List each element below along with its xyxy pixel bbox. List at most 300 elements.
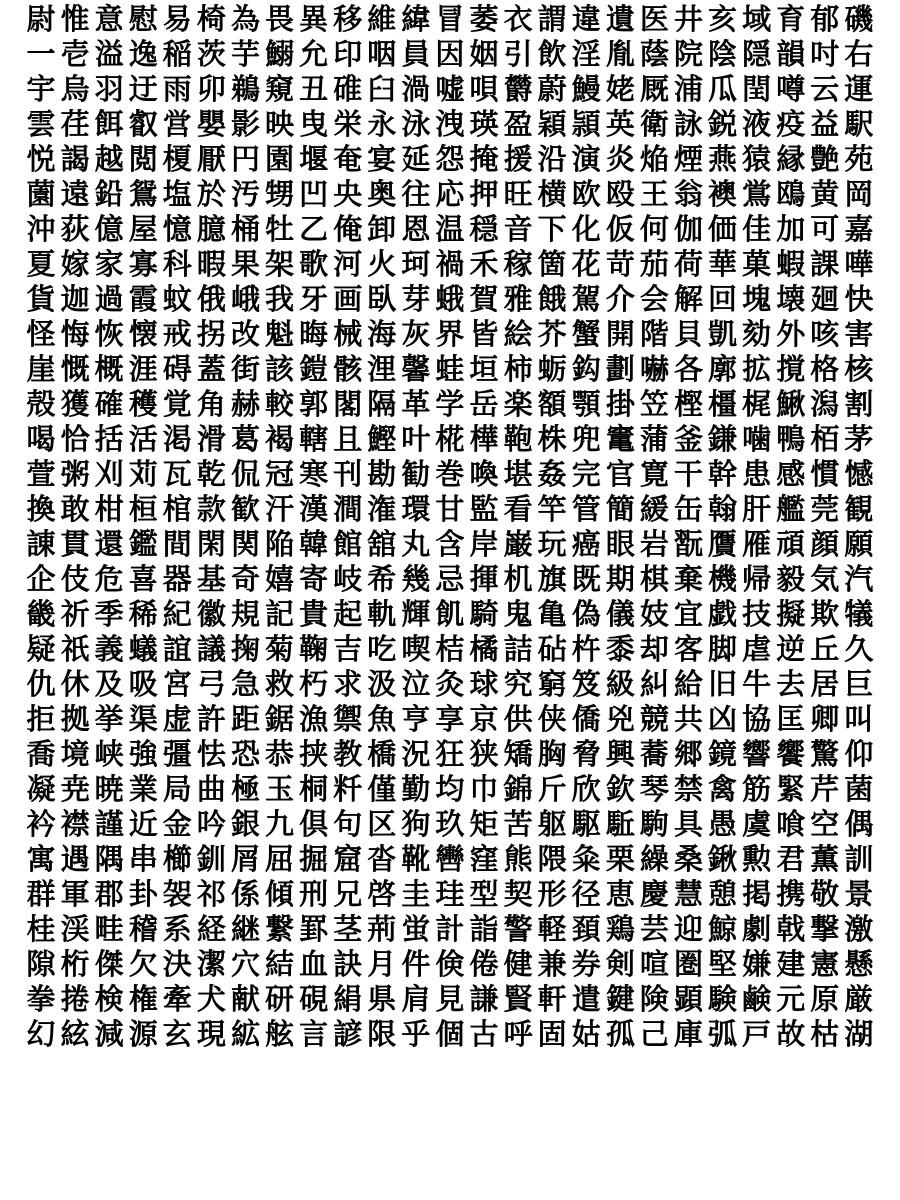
- glyph-cell: 議: [196, 632, 226, 666]
- glyph-cell: 琴: [639, 772, 669, 806]
- glyph-cell: 現: [196, 1017, 226, 1051]
- glyph-cell: 救: [265, 667, 295, 701]
- glyph-cell: 管: [571, 492, 601, 526]
- glyph-row: [24, 632, 876, 667]
- glyph-cell: 懸: [844, 947, 874, 981]
- glyph-cell: 萎: [469, 2, 499, 36]
- glyph-cell: 勧: [401, 457, 431, 491]
- glyph-cell: 巾: [469, 772, 499, 806]
- glyph-cell: 技: [742, 597, 772, 631]
- glyph-cell: 廓: [708, 352, 738, 386]
- glyph-cell: 貝: [673, 317, 703, 351]
- glyph-cell: 欝: [503, 72, 533, 106]
- glyph-cell: 吸: [128, 667, 158, 701]
- glyph-cell: 叫: [844, 702, 874, 736]
- glyph-cell: 岩: [639, 527, 669, 561]
- glyph-cell: 蛎: [537, 352, 567, 386]
- glyph-cell: 干: [673, 457, 703, 491]
- glyph-row: [24, 807, 876, 842]
- glyph-cell: 架: [265, 247, 295, 281]
- glyph-cell: 艦: [776, 492, 806, 526]
- glyph-cell: 課: [810, 247, 840, 281]
- glyph-cell: 恐: [230, 737, 260, 771]
- glyph-cell: 椅: [196, 2, 226, 36]
- glyph-cell: 越: [94, 142, 124, 176]
- glyph-cell: 君: [776, 842, 806, 876]
- glyph-cell: 径: [571, 877, 601, 911]
- glyph-cell: 陰: [708, 37, 738, 71]
- glyph-cell: 苛: [605, 247, 635, 281]
- glyph-cell: 荷: [673, 247, 703, 281]
- glyph-cell: 沖: [26, 212, 56, 246]
- glyph-cell: 渓: [60, 912, 90, 946]
- glyph-cell: 窟: [333, 842, 363, 876]
- glyph-cell: 雲: [26, 107, 56, 141]
- glyph-row: [24, 912, 876, 947]
- glyph-cell: 掘: [299, 842, 329, 876]
- glyph-cell: 基: [196, 562, 226, 596]
- glyph-cell: 益: [810, 107, 840, 141]
- glyph-cell: 玉: [265, 772, 295, 806]
- glyph-cell: 河: [333, 247, 363, 281]
- glyph-cell: 杵: [571, 632, 601, 666]
- glyph-cell: 戒: [162, 317, 192, 351]
- glyph-cell: 犬: [196, 982, 226, 1016]
- glyph-cell: 榎: [162, 142, 192, 176]
- glyph-cell: 契: [503, 877, 533, 911]
- glyph-cell: 勤: [401, 772, 431, 806]
- glyph-cell: 黄: [810, 177, 840, 211]
- glyph-cell: 看: [503, 492, 533, 526]
- glyph-cell: 栢: [810, 422, 840, 456]
- glyph-cell: 影: [230, 107, 260, 141]
- glyph-cell: 屈: [265, 842, 295, 876]
- glyph-cell: 棋: [639, 562, 669, 596]
- glyph-cell: 逸: [128, 37, 158, 71]
- glyph-cell: 騎: [469, 597, 499, 631]
- glyph-cell: 奇: [230, 562, 260, 596]
- glyph-cell: 遣: [571, 982, 601, 1016]
- glyph-cell: 閣: [333, 387, 363, 421]
- glyph-cell: 甘: [435, 492, 465, 526]
- glyph-cell: 楽: [503, 387, 533, 421]
- glyph-cell: 記: [265, 597, 295, 631]
- glyph-cell: 桶: [230, 212, 260, 246]
- glyph-cell: 禍: [435, 247, 465, 281]
- glyph-cell: 隠: [742, 37, 772, 71]
- glyph-cell: 環: [401, 492, 431, 526]
- glyph-cell: 鑑: [128, 527, 158, 561]
- glyph-cell: 舷: [265, 1017, 295, 1051]
- glyph-cell: 苦: [503, 807, 533, 841]
- glyph-cell: 沓: [367, 842, 397, 876]
- glyph-cell: 距: [230, 702, 260, 736]
- glyph-cell: 係: [230, 877, 260, 911]
- glyph-cell: 解: [673, 282, 703, 316]
- glyph-cell: 街: [230, 352, 260, 386]
- glyph-cell: 競: [639, 702, 669, 736]
- glyph-cell: 鰻: [571, 72, 601, 106]
- glyph-cell: 往: [401, 177, 431, 211]
- glyph-cell: 蔭: [639, 37, 669, 71]
- glyph-cell: 岐: [333, 562, 363, 596]
- glyph-cell: 叶: [401, 422, 431, 456]
- glyph-cell: 金: [162, 807, 192, 841]
- glyph-cell: 諌: [26, 527, 56, 561]
- glyph-cell: 危: [94, 562, 124, 596]
- glyph-cell: 尉: [26, 2, 56, 36]
- glyph-cell: 均: [435, 772, 465, 806]
- glyph-cell: 客: [673, 632, 703, 666]
- glyph-cell: 荻: [60, 212, 90, 246]
- glyph-cell: 牙: [299, 282, 329, 316]
- glyph-cell: 窪: [469, 842, 499, 876]
- glyph-cell: 悔: [60, 317, 90, 351]
- glyph-cell: 過: [94, 282, 124, 316]
- glyph-cell: 欺: [810, 597, 840, 631]
- glyph-cell: 衿: [26, 807, 56, 841]
- glyph-cell: 個: [435, 1017, 465, 1051]
- glyph-cell: 響: [742, 737, 772, 771]
- glyph-cell: 癌: [571, 527, 601, 561]
- glyph-cell: 禾: [469, 247, 499, 281]
- glyph-cell: 嬉: [265, 562, 295, 596]
- glyph-cell: 興: [605, 737, 635, 771]
- glyph-cell: 盈: [503, 107, 533, 141]
- glyph-cell: 園: [265, 142, 295, 176]
- glyph-cell: 撹: [776, 352, 806, 386]
- glyph-cell: 衣: [503, 2, 533, 36]
- glyph-cell: 翁: [673, 177, 703, 211]
- glyph-cell: 各: [673, 352, 703, 386]
- glyph-cell: 魚: [367, 702, 397, 736]
- glyph-cell: 芽: [401, 282, 431, 316]
- glyph-cell: 喧: [639, 947, 669, 981]
- glyph-cell: 肩: [401, 982, 431, 1016]
- glyph-cell: 蛙: [435, 352, 465, 386]
- glyph-cell: 碓: [333, 72, 363, 106]
- glyph-cell: 角: [196, 387, 226, 421]
- glyph-cell: 印: [333, 37, 363, 71]
- glyph-cell: 韻: [776, 37, 806, 71]
- glyph-cell: 芸: [639, 912, 669, 946]
- glyph-cell: 掛: [605, 387, 635, 421]
- glyph-cell: 吋: [810, 37, 840, 71]
- glyph-cell: 営: [162, 107, 192, 141]
- glyph-cell: 械: [333, 317, 363, 351]
- glyph-cell: 淫: [571, 37, 601, 71]
- glyph-cell: 竃: [605, 422, 635, 456]
- glyph-cell: 暁: [94, 772, 124, 806]
- glyph-cell: 乙: [299, 212, 329, 246]
- glyph-cell: 禁: [673, 772, 703, 806]
- glyph-cell: 烏: [60, 72, 90, 106]
- glyph-cell: 轄: [299, 422, 329, 456]
- glyph-cell: 及: [94, 667, 124, 701]
- glyph-cell: 欧: [571, 177, 601, 211]
- glyph-cell: 挙: [94, 702, 124, 736]
- glyph-cell: 俄: [196, 282, 226, 316]
- glyph-cell: 泣: [401, 667, 431, 701]
- glyph-cell: 快: [844, 282, 874, 316]
- glyph-cell: 涯: [128, 352, 158, 386]
- glyph-cell: 井: [673, 2, 703, 36]
- glyph-cell: 挟: [299, 737, 329, 771]
- glyph-cell: 維: [367, 2, 397, 36]
- glyph-cell: 鴎: [776, 177, 806, 211]
- glyph-cell: 化: [571, 212, 601, 246]
- glyph-cell: 澗: [333, 492, 363, 526]
- glyph-cell: 躯: [537, 807, 567, 841]
- glyph-cell: 蟻: [128, 632, 158, 666]
- glyph-cell: 於: [196, 177, 226, 211]
- glyph-cell: 饗: [776, 737, 806, 771]
- glyph-cell: 橘: [469, 632, 499, 666]
- glyph-cell: 憩: [708, 877, 738, 911]
- glyph-cell: 乎: [401, 1017, 431, 1051]
- glyph-cell: 幹: [708, 457, 738, 491]
- glyph-cell: 尭: [60, 772, 90, 806]
- glyph-cell: 観: [844, 492, 874, 526]
- glyph-cell: 英: [605, 107, 635, 141]
- glyph-cell: 凶: [708, 702, 738, 736]
- glyph-cell: 笈: [571, 667, 601, 701]
- glyph-row: [24, 142, 876, 177]
- glyph-cell: 貫: [60, 527, 90, 561]
- glyph-cell: 絹: [333, 982, 363, 1016]
- glyph-cell: 戸: [742, 1017, 772, 1051]
- glyph-cell: 穫: [128, 387, 158, 421]
- glyph-cell: 境: [60, 737, 90, 771]
- glyph-cell: 該: [265, 352, 295, 386]
- glyph-cell: 糾: [639, 667, 669, 701]
- glyph-cell: 樫: [673, 387, 703, 421]
- glyph-cell: 棄: [673, 562, 703, 596]
- glyph-cell: 塊: [742, 282, 772, 316]
- glyph-cell: 疫: [776, 107, 806, 141]
- glyph-cell: 幾: [401, 562, 431, 596]
- glyph-cell: 彊: [162, 737, 192, 771]
- glyph-cell: 刈: [94, 457, 124, 491]
- glyph-cell: 王: [639, 177, 669, 211]
- glyph-cell: 汲: [367, 667, 397, 701]
- glyph-cell: 華: [708, 247, 738, 281]
- glyph-cell: 規: [230, 597, 260, 631]
- glyph-cell: 繰: [639, 842, 669, 876]
- glyph-cell: 釜: [673, 422, 703, 456]
- glyph-cell: 釧: [196, 842, 226, 876]
- glyph-cell: 殴: [605, 177, 635, 211]
- glyph-cell: 玩: [537, 527, 567, 561]
- glyph-cell: 隔: [367, 387, 397, 421]
- glyph-cell: 晦: [299, 317, 329, 351]
- glyph-cell: 究: [503, 667, 533, 701]
- glyph-cell: 馨: [401, 352, 431, 386]
- glyph-cell: 壊: [776, 282, 806, 316]
- glyph-cell: 僅: [367, 772, 397, 806]
- glyph-cell: 緊: [776, 772, 806, 806]
- glyph-cell: 禽: [708, 772, 738, 806]
- glyph-cell: 軌: [367, 597, 397, 631]
- glyph-cell: 久: [844, 632, 874, 666]
- glyph-cell: 怨: [435, 142, 465, 176]
- glyph-cell: 郭: [299, 387, 329, 421]
- glyph-cell: 恢: [94, 317, 124, 351]
- glyph-cell: 液: [742, 107, 772, 141]
- glyph-cell: 翫: [673, 527, 703, 561]
- glyph-cell: 隈: [537, 842, 567, 876]
- glyph-cell: 稀: [128, 597, 158, 631]
- glyph-cell: 俺: [333, 212, 363, 246]
- glyph-cell: 弧: [708, 1017, 738, 1051]
- glyph-cell: 玖: [435, 807, 465, 841]
- glyph-cell: 遺: [605, 2, 635, 36]
- glyph-cell: 苑: [844, 142, 874, 176]
- glyph-cell: 胸: [537, 737, 567, 771]
- glyph-cell: 嘉: [844, 212, 874, 246]
- glyph-cell: 牽: [162, 982, 192, 1016]
- glyph-cell: 棺: [162, 492, 192, 526]
- glyph-cell: 詠: [673, 107, 703, 141]
- glyph-cell: 鬼: [503, 597, 533, 631]
- glyph-cell: 舘: [367, 527, 397, 561]
- glyph-cell: 机: [503, 562, 533, 596]
- glyph-cell: 忌: [435, 562, 465, 596]
- glyph-cell: 朽: [299, 667, 329, 701]
- glyph-cell: 巨: [844, 667, 874, 701]
- glyph-cell: 厩: [639, 72, 669, 106]
- glyph-cell: 格: [810, 352, 840, 386]
- glyph-cell: 粂: [571, 842, 601, 876]
- glyph-cell: 砧: [537, 632, 567, 666]
- glyph-cell: 汚: [230, 177, 260, 211]
- glyph-cell: 警: [503, 912, 533, 946]
- glyph-cell: 仇: [26, 667, 56, 701]
- glyph-cell: 磯: [844, 2, 874, 36]
- glyph-cell: 姥: [605, 72, 635, 106]
- glyph-cell: 応: [435, 177, 465, 211]
- glyph-cell: 異: [299, 2, 329, 36]
- glyph-cell: 徽: [196, 597, 226, 631]
- glyph-cell: 喚: [469, 457, 499, 491]
- glyph-cell: 拒: [26, 702, 56, 736]
- glyph-cell: 毅: [776, 562, 806, 596]
- glyph-cell: 傾: [265, 877, 295, 911]
- glyph-cell: 駈: [605, 807, 635, 841]
- glyph-row: [24, 702, 876, 737]
- glyph-cell: 億: [94, 212, 124, 246]
- glyph-cell: 顕: [673, 982, 703, 1016]
- glyph-cell: 狭: [469, 737, 499, 771]
- glyph-cell: 玄: [162, 1017, 192, 1051]
- glyph-cell: 卿: [810, 702, 840, 736]
- glyph-cell: 機: [708, 562, 738, 596]
- glyph-cell: 卯: [196, 72, 226, 106]
- glyph-cell: 款: [196, 492, 226, 526]
- glyph-cell: 佳: [742, 212, 772, 246]
- glyph-cell: 近: [128, 807, 158, 841]
- glyph-cell: 緯: [401, 2, 431, 36]
- glyph-cell: 欽: [605, 772, 635, 806]
- glyph-cell: 啓: [367, 877, 397, 911]
- glyph-cell: 斤: [537, 772, 567, 806]
- glyph-row: [24, 177, 876, 212]
- glyph-cell: 胤: [605, 37, 635, 71]
- glyph-cell: 拐: [196, 317, 226, 351]
- glyph-cell: 経: [196, 912, 226, 946]
- glyph-cell: 怪: [26, 317, 56, 351]
- glyph-cell: 誼: [162, 632, 192, 666]
- glyph-cell: 堅: [708, 947, 738, 981]
- glyph-cell: 換: [26, 492, 56, 526]
- glyph-cell: 凱: [708, 317, 738, 351]
- glyph-cell: 鴨: [776, 422, 806, 456]
- glyph-cell: 襟: [60, 807, 90, 841]
- glyph-cell: 粁: [333, 772, 363, 806]
- glyph-cell: 歓: [230, 492, 260, 526]
- glyph-cell: 翰: [708, 492, 738, 526]
- glyph-cell: 珂: [401, 247, 431, 281]
- glyph-cell: 懐: [128, 317, 158, 351]
- glyph-cell: 袈: [162, 877, 192, 911]
- glyph-cell: 瑛: [469, 107, 499, 141]
- glyph-cell: 矩: [469, 807, 499, 841]
- glyph-cell: 暇: [196, 247, 226, 281]
- glyph-cell: 迂: [128, 72, 158, 106]
- glyph-cell: 核: [844, 352, 874, 386]
- glyph-cell: 畏: [265, 2, 295, 36]
- glyph-cell: 曳: [299, 107, 329, 141]
- glyph-cell: 漁: [299, 702, 329, 736]
- glyph-cell: 櫛: [162, 842, 192, 876]
- glyph-cell: 因: [435, 37, 465, 71]
- glyph-cell: 欣: [571, 772, 601, 806]
- glyph-cell: 蝦: [776, 247, 806, 281]
- glyph-cell: 桐: [299, 772, 329, 806]
- glyph-cell: 靴: [401, 842, 431, 876]
- glyph-cell: 恰: [60, 422, 90, 456]
- glyph-cell: 錦: [503, 772, 533, 806]
- glyph-cell: 給: [673, 667, 703, 701]
- glyph-cell: 庫: [673, 1017, 703, 1051]
- glyph-cell: 迎: [673, 912, 703, 946]
- glyph-cell: 仰: [844, 737, 874, 771]
- glyph-cell: 犠: [844, 597, 874, 631]
- glyph-cell: 灸: [435, 667, 465, 701]
- glyph-cell: 諺: [333, 1017, 363, 1051]
- glyph-cell: 験: [708, 982, 738, 1016]
- glyph-cell: 海: [367, 317, 397, 351]
- glyph-cell: 一: [26, 37, 56, 71]
- glyph-cell: 眼: [605, 527, 635, 561]
- glyph-cell: 寓: [26, 842, 56, 876]
- glyph-cell: 移: [333, 2, 363, 36]
- glyph-cell: 況: [401, 737, 431, 771]
- glyph-cell: 嫌: [742, 947, 772, 981]
- glyph-cell: 稲: [162, 37, 192, 71]
- glyph-cell: 悦: [26, 142, 56, 176]
- glyph-cell: 延: [401, 142, 431, 176]
- glyph-cell: 熊: [503, 842, 533, 876]
- glyph-cell: 剣: [605, 947, 635, 981]
- glyph-row: [24, 107, 876, 142]
- glyph-cell: 割: [844, 387, 874, 421]
- glyph-cell: 洩: [435, 107, 465, 141]
- glyph-cell: 歌: [299, 247, 329, 281]
- glyph-cell: 冠: [265, 457, 295, 491]
- glyph-cell: 欠: [128, 947, 158, 981]
- glyph-cell: 漢: [299, 492, 329, 526]
